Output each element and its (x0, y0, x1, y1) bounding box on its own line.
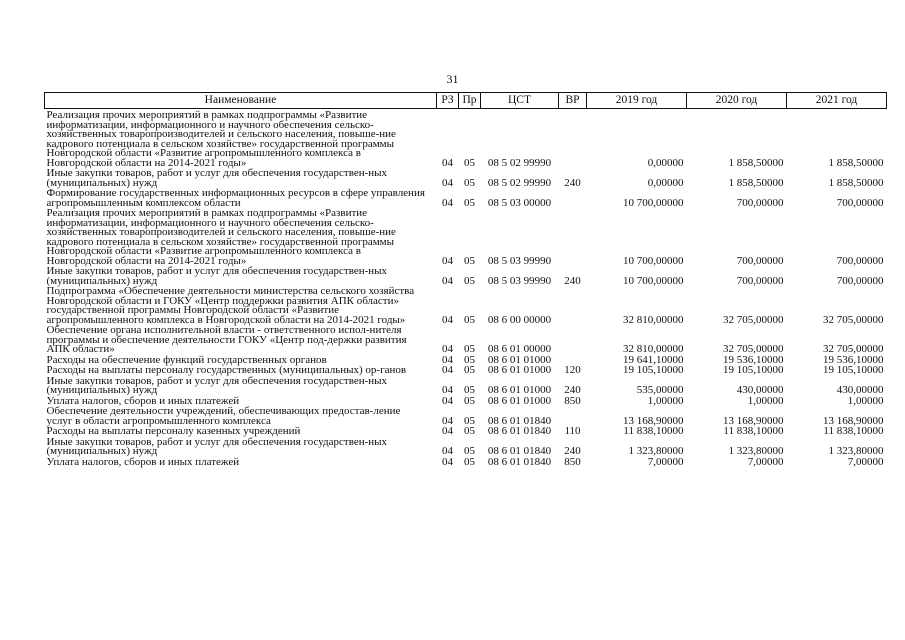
row-vr: 850 (564, 455, 581, 468)
row-name: Расходы на обеспечение функций государственных органов (46, 353, 327, 366)
row-value-2019: 1,00000 (647, 394, 684, 407)
table-body (45, 109, 887, 469)
row-vr: 110 (564, 425, 581, 437)
row-value-2020: 1 323,80000 (728, 445, 784, 457)
row-cst: 08 6 01 01000 (487, 353, 552, 366)
row-value-2019: 32 810,00000 (623, 343, 684, 355)
row-pr: 05 (464, 196, 475, 209)
row-rz: 04 (442, 394, 453, 407)
row-vr: 120 (564, 364, 581, 376)
row-cst: 08 5 02 99990 (487, 156, 552, 169)
row-cst: 08 6 01 01840 (487, 425, 552, 437)
header-cst: ЦСТ (481, 93, 559, 109)
row-pr: 05 (464, 313, 475, 326)
row-vr (559, 407, 587, 427)
row-pr: 05 (464, 176, 475, 189)
row-cst: 08 5 03 00000 (487, 196, 552, 209)
row-vr: 240 (564, 384, 581, 396)
row-pr: 05 (464, 425, 475, 437)
row-value-2019: 10 700,00000 (623, 274, 684, 287)
table-row (45, 189, 887, 209)
row-value-2020: 32 705,00000 (723, 313, 784, 326)
table-row (45, 109, 887, 170)
row-rz: 04 (442, 254, 453, 267)
row-pr: 05 (464, 364, 475, 376)
row-value-2020: 1 858,50000 (728, 156, 784, 169)
table-row (45, 287, 887, 326)
row-value-2021: 1 323,80000 (828, 445, 884, 457)
row-value-2019: 0,00000 (647, 176, 684, 189)
row-value-2020: 7,00000 (747, 455, 784, 468)
row-value-2021: 32 705,00000 (823, 343, 884, 355)
row-rz: 04 (442, 274, 453, 287)
row-vr: 240 (564, 445, 581, 457)
row-value-2020: 19 536,10000 (723, 353, 784, 366)
row-value-2020: 19 105,10000 (723, 364, 784, 376)
row-cst: 08 6 01 01000 (487, 384, 552, 396)
row-cst: 08 5 02 99990 (487, 176, 552, 189)
row-pr: 05 (464, 414, 475, 427)
row-value-2019: 32 810,00000 (623, 313, 684, 326)
row-value-2021: 7,00000 (847, 455, 884, 468)
row-value-2021: 13 168,90000 (823, 414, 884, 427)
row-value-2019: 535,00000 (636, 384, 684, 396)
row-name: Иные закупки товаров, работ и услуг для обеспечения государствен-ных (муниципальных) нужд (46, 265, 388, 287)
row-value-2019: 1 323,80000 (628, 445, 684, 457)
row-vr (559, 287, 587, 326)
header-vr: ВР (559, 93, 587, 109)
row-value-2019: 0,00000 (647, 156, 684, 169)
row-cst: 08 5 03 99990 (487, 254, 552, 267)
table-row (45, 407, 887, 427)
row-value-2021: 700,00000 (836, 274, 884, 287)
table-row (45, 438, 887, 458)
row-value-2019: 10 700,00000 (623, 254, 684, 267)
row-rz: 04 (442, 176, 453, 189)
row-value-2019: 11 838,10000 (623, 425, 684, 437)
row-value-2020: 430,00000 (736, 384, 784, 396)
row-value-2021: 32 705,00000 (823, 313, 884, 326)
row-value-2019: 7,00000 (647, 455, 684, 468)
row-cst: 08 6 01 01840 (487, 455, 552, 468)
row-name: Обеспечение деятельности учреждений, обеспечивающих предостав-ление услуг в области агропромышленного комплекса (46, 405, 401, 427)
row-rz: 04 (442, 156, 453, 169)
table-row (45, 169, 887, 189)
header-2020: 2020 год (687, 93, 787, 109)
row-value-2019: 19 105,10000 (623, 364, 684, 376)
row-rz: 04 (442, 196, 453, 209)
row-name: Обеспечение органа исполнительной власти - ответственного испол-нителя программы и обеспечение деятельности ГОКУ «Центр под-держки развития АПК области» (46, 324, 407, 355)
row-rz: 04 (442, 353, 453, 366)
row-value-2021: 1,00000 (847, 394, 884, 407)
row-value-2020: 700,00000 (736, 274, 784, 287)
row-pr: 05 (464, 156, 475, 169)
row-vr: 240 (564, 274, 581, 287)
row-value-2019: 13 168,90000 (623, 414, 684, 427)
row-name: Иные закупки товаров, работ и услуг для обеспечения государствен-ных (муниципальных) нужд (46, 374, 388, 396)
row-value-2020: 1 858,50000 (728, 176, 784, 189)
header-2019: 2019 год (587, 93, 687, 109)
row-value-2021: 430,00000 (836, 384, 884, 396)
header-pr: Пр (459, 93, 481, 109)
row-name: Расходы на выплаты персоналу государственных (муниципальных) ор-ганов (46, 364, 407, 376)
row-value-2021: 11 838,10000 (823, 425, 884, 437)
row-vr (559, 109, 587, 170)
row-rz: 04 (442, 313, 453, 326)
row-vr (559, 326, 587, 356)
row-rz: 04 (442, 455, 453, 468)
row-name: Уплата налогов, сборов и иных платежей (46, 394, 240, 407)
row-pr: 05 (464, 343, 475, 355)
row-value-2020: 11 838,10000 (723, 425, 784, 437)
row-name: Иные закупки товаров, работ и услуг для обеспечения государствен-ных (муниципальных) нужд (46, 167, 388, 189)
row-value-2020: 13 168,90000 (723, 414, 784, 427)
row-value-2020: 700,00000 (736, 254, 784, 267)
row-pr: 05 (464, 455, 475, 468)
row-value-2021: 700,00000 (836, 196, 884, 209)
row-cst: 08 5 03 99990 (487, 274, 552, 287)
table-row (45, 267, 887, 287)
row-value-2021: 19 536,10000 (823, 353, 884, 366)
row-value-2019: 10 700,00000 (623, 196, 684, 209)
row-name: Расходы на выплаты персоналу казенных учреждений (46, 425, 301, 437)
row-name: Реализация прочих мероприятий в рамках подпрограммы «Развитие информатизации, информационного и научного обеспечения сельско-хозяйственных товаропроизводителей и сельского населения, повыше-ние кадрового потенциала в сельском хозяйстве» государственной программы Новгородской области «Развитие агропромышленного комплекса в Новгородской области на 2014-2021 годы» (46, 207, 396, 267)
row-name: Реализация прочих мероприятий в рамках подпрограммы «Развитие информатизации, информационного и научного обеспечения сельско-хозяйственных товаропроизводителей и сельского населения, повыше-ние кадрового потенциала в сельском хозяйстве» государственной программы Новгородской области «Развитие агропромышленного комплекса в Новгородской области на 2014-2021 годы» (46, 109, 396, 169)
table-row (45, 209, 887, 267)
row-value-2020: 700,00000 (736, 196, 784, 209)
row-pr: 05 (464, 353, 475, 366)
table-header-row (45, 93, 887, 109)
row-value-2021: 1 858,50000 (828, 176, 884, 189)
header-name: Наименование (45, 93, 437, 109)
row-cst: 08 6 01 01000 (487, 364, 552, 376)
budget-table (44, 92, 887, 468)
row-rz: 04 (442, 384, 453, 396)
row-name: Подпрограмма «Обеспечение деятельности министерства сельского хозяйства Новгородской области и ГОКУ «Центр поддержки развития АПК области» государственной программы Новгородской области «Развитие агропромышленного комплекса в Новгородской области на 2014-2021 годы» (46, 285, 415, 326)
row-rz: 04 (442, 425, 453, 437)
row-vr (559, 209, 587, 267)
row-cst: 08 6 01 01840 (487, 414, 552, 427)
row-rz: 04 (442, 414, 453, 427)
row-cst: 08 6 01 01840 (487, 445, 552, 457)
row-name: Иные закупки товаров, работ и услуг для обеспечения государствен-ных (муниципальных) нужд (46, 435, 388, 457)
row-pr: 05 (464, 445, 475, 457)
page-number: 31 (446, 72, 459, 86)
row-value-2019: 19 641,10000 (623, 353, 684, 366)
row-pr: 05 (464, 394, 475, 407)
row-pr: 05 (464, 384, 475, 396)
row-cst: 08 6 01 00000 (487, 343, 552, 355)
row-rz: 04 (442, 445, 453, 457)
row-name: Формирование государственных информационных ресурсов в сфере управления агропромышленным комплексом области (46, 187, 425, 209)
row-rz: 04 (442, 343, 453, 355)
row-vr: 240 (564, 176, 581, 189)
row-value-2020: 1,00000 (747, 394, 784, 407)
row-vr: 850 (564, 394, 581, 407)
row-pr: 05 (464, 254, 475, 267)
table-row (45, 326, 887, 356)
row-cst: 08 6 01 01000 (487, 394, 552, 407)
row-vr (559, 189, 587, 209)
row-pr: 05 (464, 274, 475, 287)
row-value-2021: 19 105,10000 (823, 364, 884, 376)
table-row (45, 458, 887, 469)
row-name: Уплата налогов, сборов и иных платежей (46, 455, 240, 468)
row-value-2021: 1 858,50000 (828, 156, 884, 169)
row-rz: 04 (442, 364, 453, 376)
table-row (45, 377, 887, 397)
header-2021: 2021 год (787, 93, 887, 109)
row-value-2021: 700,00000 (836, 254, 884, 267)
header-rz: РЗ (437, 93, 459, 109)
row-cst: 08 6 00 00000 (487, 313, 552, 326)
row-value-2020: 32 705,00000 (723, 343, 784, 355)
